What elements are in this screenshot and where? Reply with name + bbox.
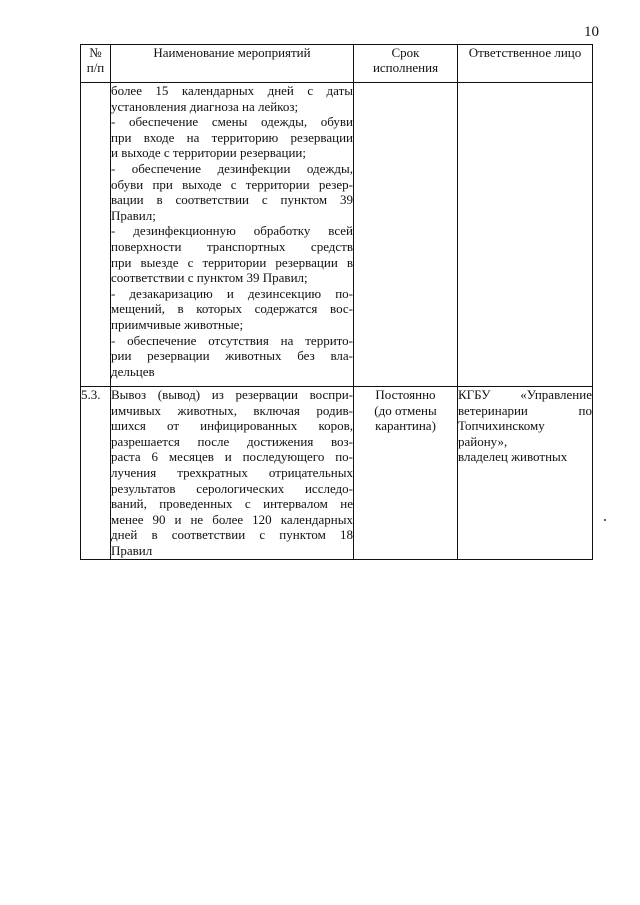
continuation-name-cell [111,83,354,387]
text-line: более 15 календарных дней с даты [111,83,353,98]
responsible-line: ветеринарии по [458,402,592,418]
header-term [354,45,458,83]
row-5-3-name-cell [111,387,354,560]
scan-speck [604,519,606,521]
text-line: - дезакаризацию и дезинсекцию по- [111,285,353,301]
text-line: обуви при выходе с территории резер- [111,176,353,192]
text-line: рии резервации животных без вла- [111,348,353,364]
term-line: Постоянно [375,387,436,402]
table-header-row [81,45,593,83]
header-term-line: исполнения [372,60,439,75]
responsible-line: Топчихинскому [458,418,545,434]
text-line: вации в соответствии с пунктом 39 [111,192,353,208]
text-line: поверхности транспортных средств [111,238,353,254]
text-line: соответствии с пунктом 39 Правил; [111,270,308,286]
header-num [81,45,111,83]
text-line: раста 6 месяцев и последующего по- [111,449,353,465]
text-line: при входе на территорию резервации [111,129,353,145]
text-line: мещений, в которых содержатся вос- [111,301,353,317]
row-5-3-term-cell [354,387,458,560]
text-line: при выезде с территории резервации в [111,254,353,270]
header-term-line: Срок [391,45,420,60]
continuation-responsible-cell [458,83,593,387]
header-responsible-label: Ответственное лицо [468,45,582,60]
responsible-line: КГБУ «Управление [458,387,592,402]
header-name-label: Наименование мероприятий [153,45,311,60]
text-line: результатов серологических исследо- [111,480,353,496]
measures-table [80,44,593,560]
responsible-line: району», [458,433,508,449]
table-row-continuation [81,83,593,387]
header-num-line: п/п [86,60,105,75]
header-name [111,45,354,83]
term-line: карантина) [375,418,436,434]
text-line: - дезинфекционную обработку всей [111,223,353,239]
header-num-line: № [89,45,102,60]
row-number: 5.3. [81,387,111,560]
text-line: Правил [111,542,153,558]
continuation-num-cell [81,83,111,387]
text-line: разрешается после достижения воз- [111,433,353,449]
text-line: Вывоз (вывод) из резервации воспри- [111,387,353,402]
row-5-3-responsible-cell [458,387,593,560]
text-line: приимчивые животные; [111,316,244,332]
text-line: - обеспечение смены одежды, обуви [111,114,353,130]
text-line: Правил; [111,207,156,223]
table-row-5-3 [81,387,593,560]
text-line: установления диагноза на лейкоз; [111,98,299,114]
page-number: 10 [584,24,599,40]
responsible-line: владелец животных [458,449,568,465]
text-line: дельцев [111,363,155,379]
term-line: (до отмены [374,402,437,418]
header-responsible [458,45,593,83]
text-line: лучения трехкратных отрицательных [111,464,353,480]
text-line: и выходе с территории резервации; [111,145,306,161]
continuation-term-cell [354,83,458,387]
text-line: менее 90 и не более 120 календарных [111,511,353,527]
text-line: - обеспечение отсутствия на террито- [111,332,353,348]
text-line: - обеспечение дезинфекции одежды, [111,160,353,176]
text-line: ваний, проведенных с интервалом не [111,496,353,512]
text-line: шихся от инфицированных коров, [111,418,353,434]
text-line: дней в соответствии с пунктом 18 [111,527,353,543]
text-line: имчивых животных, включая родив- [111,402,353,418]
